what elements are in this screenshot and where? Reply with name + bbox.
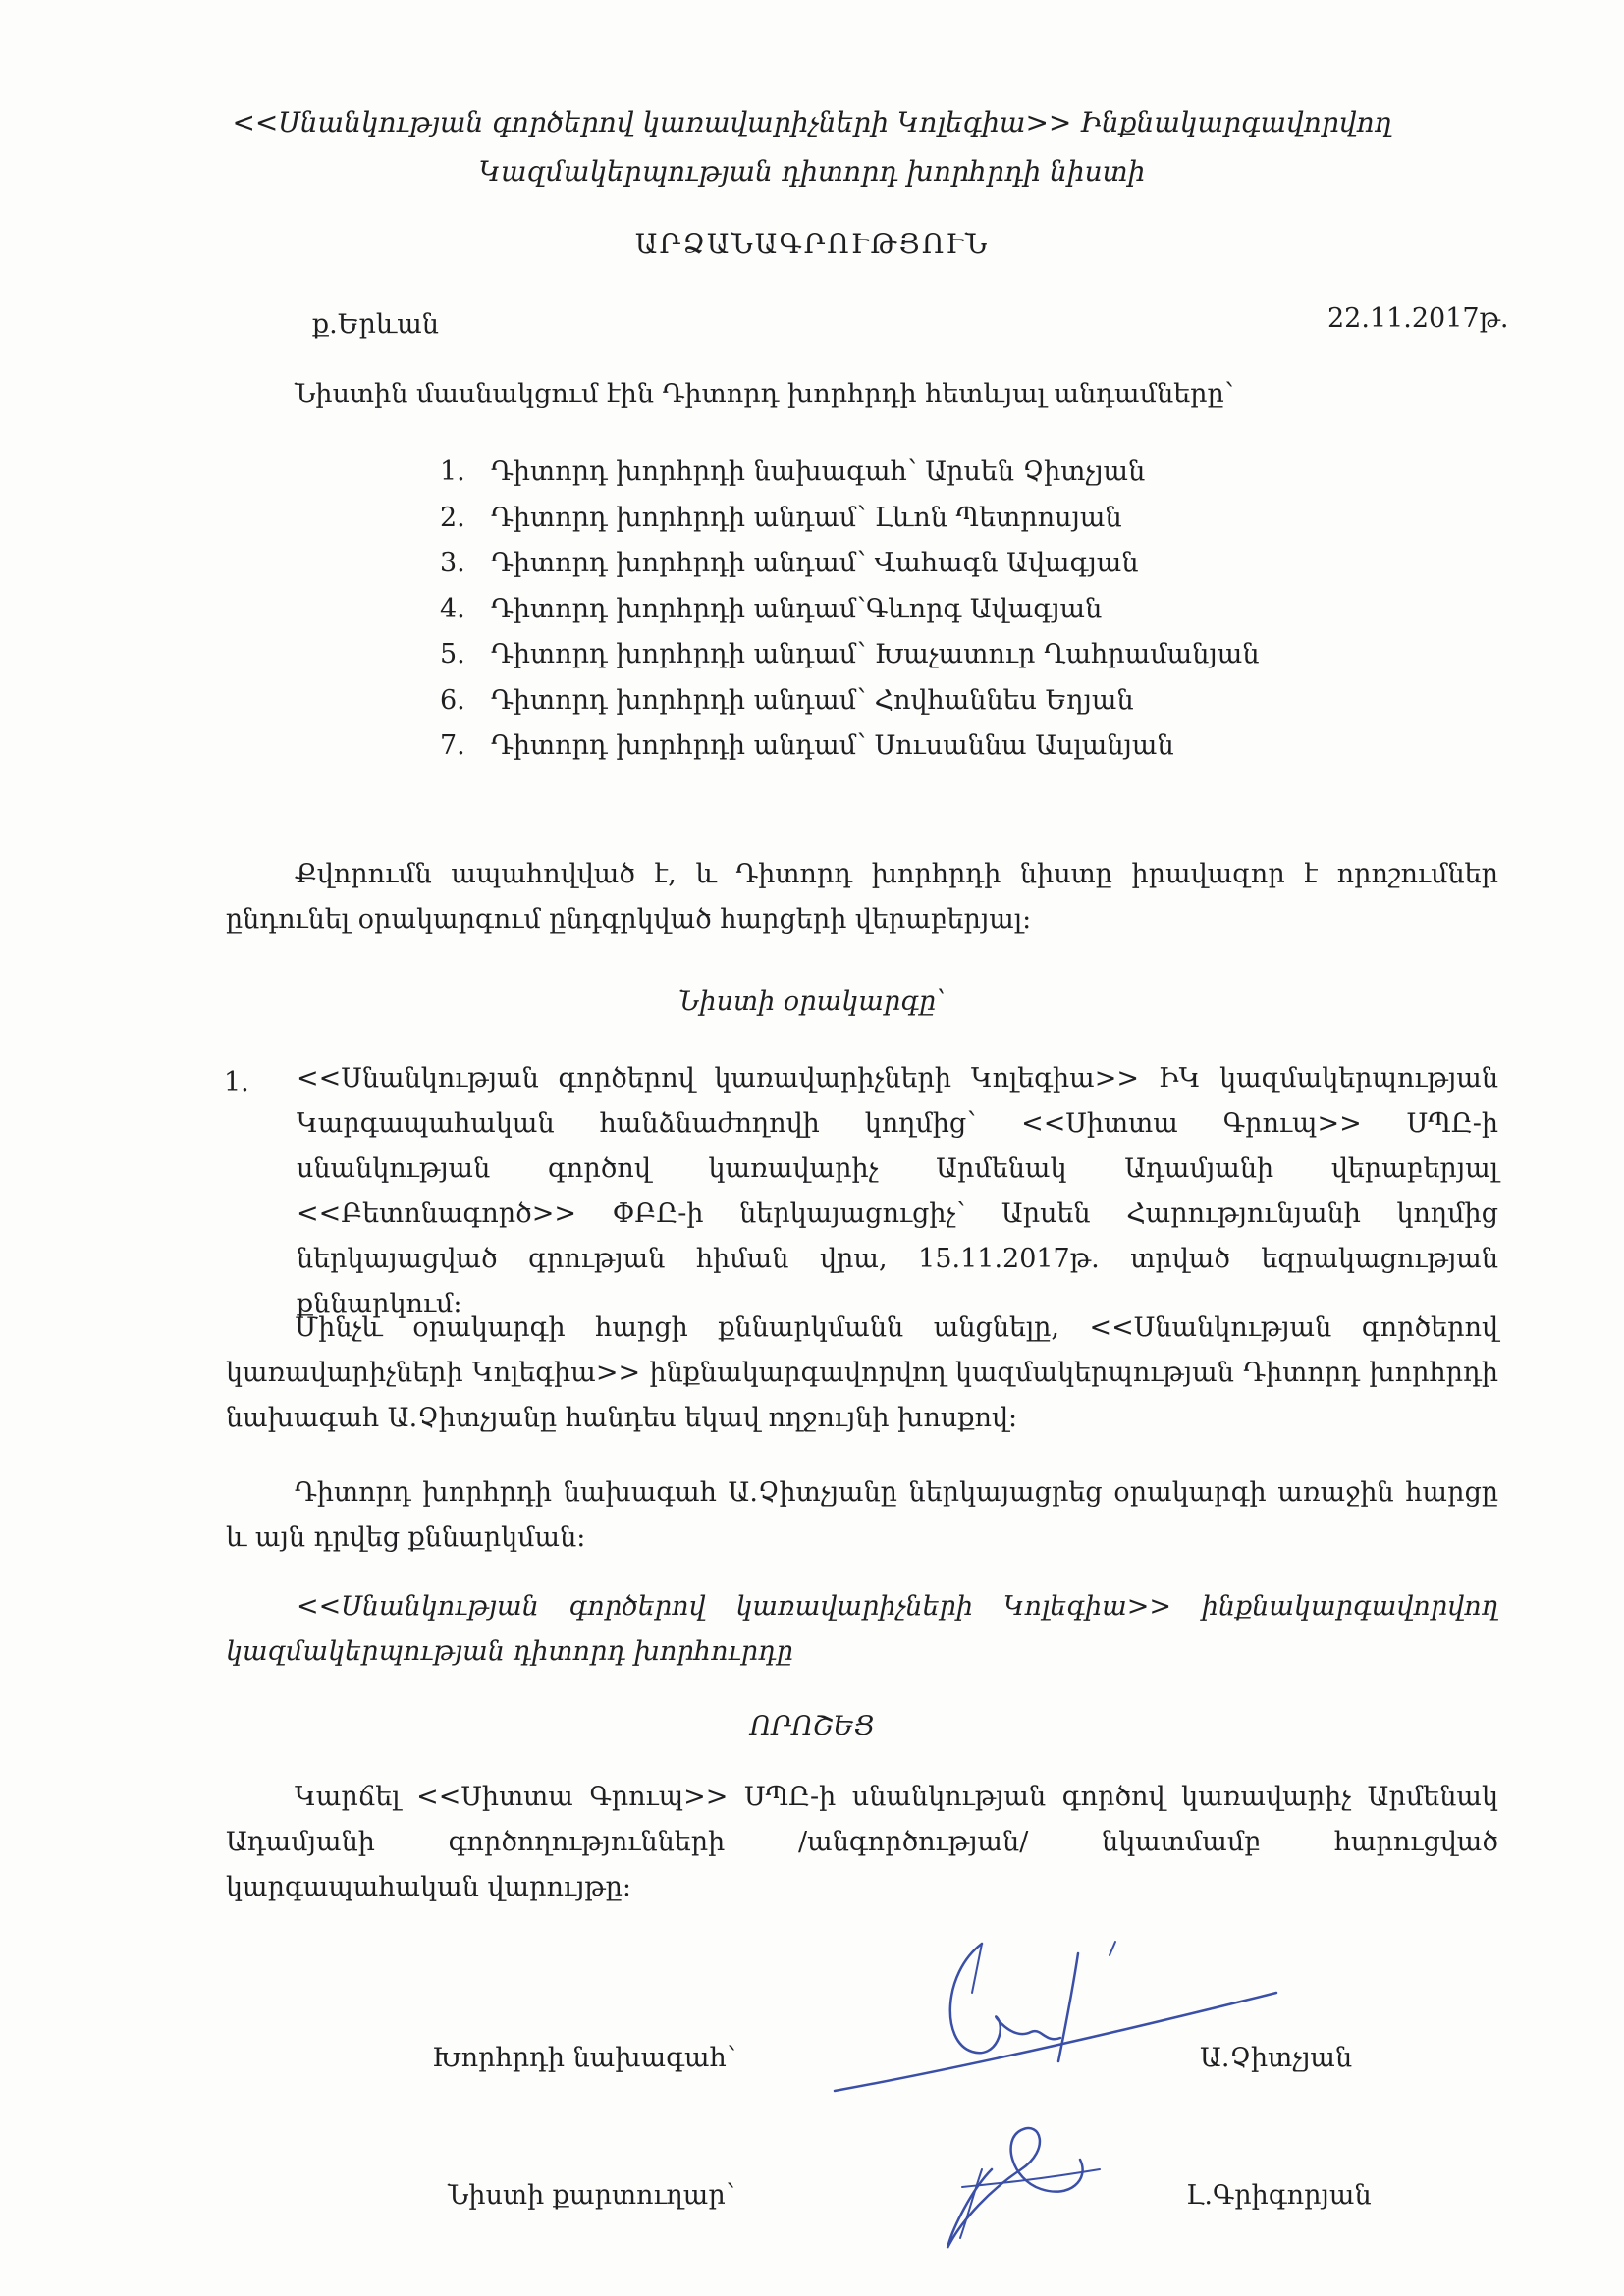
- list-item: [440, 450, 1260, 496]
- header-line-2: Կազմակերպության դիտորդ խորհրդի նիստի: [478, 155, 1146, 187]
- agenda-title: Նիստի օրակարգը՝: [678, 987, 946, 1017]
- list-number: 2.: [440, 502, 465, 533]
- list-item: [440, 723, 1260, 770]
- decision-title: ՈՐՈՇԵՑ: [749, 1711, 875, 1741]
- list-item: [440, 496, 1260, 542]
- document-title: ԱՐՁԱՆԱԳՐՈՒԹՅՈՒՆ: [634, 228, 990, 260]
- attendee-text: Դիտորդ խորհրդի անդամ՝Գևորգ Ավագյան: [491, 593, 1103, 624]
- list-item: [440, 632, 1260, 678]
- attendee-text: Դիտորդ խորհրդի անդամ՝ Լևոն Պետրոսյան: [491, 502, 1122, 533]
- attendees-list: [440, 450, 1260, 770]
- agenda-item-text: <<Սնանկության գործերով կառավարիչների Կոլեգիա>> ԻԿ կազմակերպության Կարգապահական հանձնաժողովի կողմից՝ <<Սիտտա Գրուպ>> ՍՊԸ-ի սնանկության գործով կառավարիչ Արմենակ Ադամյանի վերաբերյալ <<Բետոնագործ>> ՓԲԸ-ի ներկայացուցիչ՝ Արսեն Հարությունյանի կողմից ներկայացված գրության հիման վրա, 15.11.2017թ. տրված եզրակացության քննարկում:: [297, 1063, 1498, 1319]
- list-number: 5.: [440, 639, 465, 669]
- attendee-text: Դիտորդ խորհրդի անդամ՝ Հովհաննես Եղյան: [491, 684, 1134, 716]
- list-number: 1.: [440, 456, 465, 487]
- list-number: 4.: [440, 593, 465, 624]
- secretary-signature: [933, 2101, 1129, 2258]
- list-number: 3.: [440, 548, 465, 578]
- secretary-label: Նիստի քարտուղար՝: [448, 2180, 735, 2211]
- list-item: [440, 541, 1260, 587]
- chairman-label: Խորհրդի նախագահ՝: [432, 2043, 736, 2073]
- list-number: 7.: [440, 730, 465, 761]
- attendee-text: Դիտորդ խորհրդի նախագահ՝ Արսեն Չիտչյան: [491, 456, 1146, 487]
- date: 22.11.2017թ.: [1327, 303, 1509, 334]
- list-item: [440, 678, 1260, 724]
- secretary-name: Լ.Գրիգորյան: [1186, 2180, 1372, 2211]
- agenda-item-number: 1.: [224, 1067, 249, 1097]
- attendee-text: Դիտորդ խորհրդի անդամ՝ Վահագն Ավագյան: [491, 548, 1139, 578]
- quorum-paragraph: Քվորումն ապահովված է, և Դիտորդ խորհրդի նիստը իրավազոր է որոշումներ ընդունել օրակարգում ընդգրկված հարցերի վերաբերյալ:: [226, 859, 1498, 934]
- board-heading: <<Սնանկության գործերով կառավարիչների Կոլեգիա>> ինքնակարգավորվող կազմակերպության դիտորդ խորհուրդը: [226, 1591, 1498, 1667]
- place: ք.Երևան: [312, 309, 439, 340]
- attendees-intro: Նիստին մասնակցում էին Դիտորդ խորհրդի հետևյալ անդամները՝: [295, 379, 1234, 409]
- list-item: [440, 587, 1260, 633]
- decision-paragraph: Կարճել <<Սիտտա Գրուպ>> ՍՊԸ-ի սնանկության գործով կառավարիչ Արմենակ Ադամյանի գործողությունների /անգործության/ նկատմամբ հարուցված կարգապահական վարույթը:: [226, 1782, 1498, 1902]
- header-line-1: <<Սնանկության գործերով կառավարիչների Կոլեգիա>> Ինքնակարգավորվող: [232, 106, 1392, 138]
- opening-paragraph: Մինչև օրակարգի հարցի քննարկմանն անցնելը, <<Սնանկության գործերով կառավարիչների Կոլեգիա>> ինքնակարգավորվող կազմակերպության Դիտորդ խորհրդի նախագահ Ա.Չիտչյանը հանդես եկավ ողջույնի խոսքով:: [226, 1312, 1498, 1433]
- chairman-name: Ա.Չիտչյան: [1200, 2043, 1353, 2073]
- presentation-paragraph: Դիտորդ խորհրդի նախագահ Ա.Չիտչյանը ներկայացրեց օրակարգի առաջին հարցը և այն դրվեց քննարկման:: [226, 1477, 1498, 1553]
- list-number: 6.: [440, 684, 465, 716]
- chairman-signature: [825, 1934, 1296, 2110]
- attendee-text: Դիտորդ խորհրդի անդամ՝ Սուսաննա Ասլանյան: [491, 730, 1174, 761]
- attendee-text: Դիտորդ խորհրդի անդամ՝ Խաչատուր Ղահրամանյան: [491, 639, 1260, 669]
